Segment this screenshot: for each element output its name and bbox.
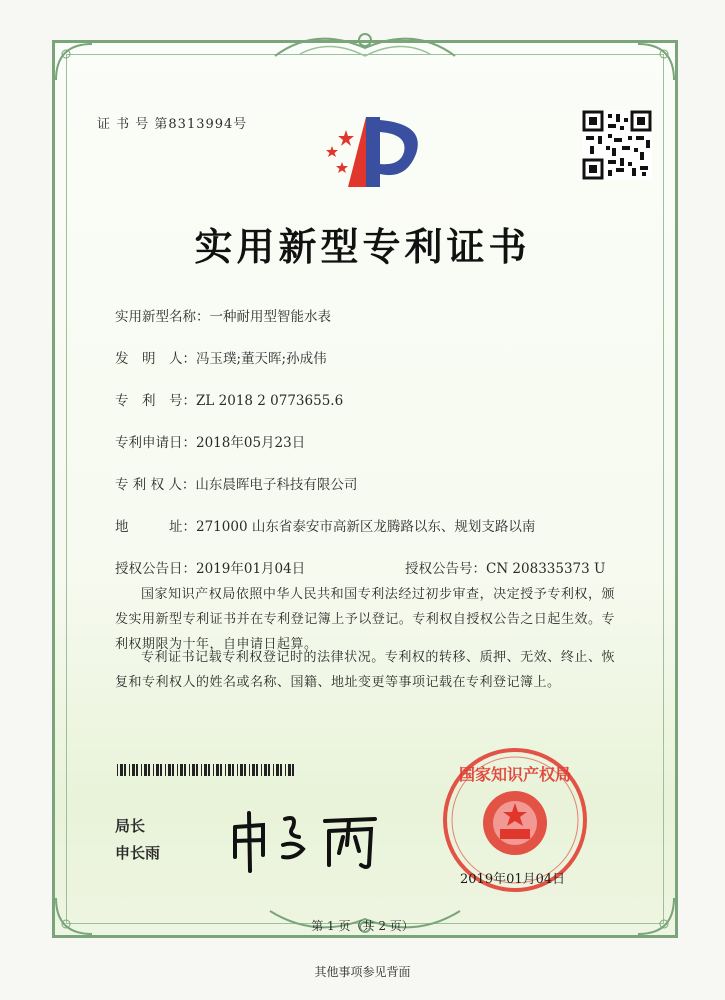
field-value: CN 208335373 U (486, 561, 606, 577)
issue-date: 2019年01月04日 (460, 872, 566, 887)
field-address (115, 515, 535, 535)
field-value: 山东晨晖电子科技有限公司 (195, 477, 358, 493)
field-value: 冯玉璞;董天晖;孙成伟 (196, 351, 327, 367)
certificate-title: 实用新型专利证书 (194, 225, 531, 269)
field-value: 2018年05月23日 (196, 435, 306, 451)
certificate-number: 证 书 号 第8313994号 (97, 117, 248, 132)
field-label: 专 利 权 人： (115, 477, 196, 493)
director-title: 局长 (115, 817, 146, 835)
field-grant-date (115, 557, 305, 577)
field-value: 一种耐用型智能水表 (209, 309, 331, 325)
field-value: 2019年01月04日 (196, 561, 306, 577)
field-label: 专 利 号： (115, 393, 196, 409)
corner-ornament (54, 42, 94, 82)
field-label: 授权公告号： (405, 561, 486, 577)
director-name: 申长雨 (115, 844, 161, 862)
field-inventor (115, 347, 327, 367)
seal-text: 国家知识产权局 (458, 765, 572, 784)
field-label: 实用新型名称： (115, 309, 210, 325)
field-value: 271000 山东省泰安市高新区龙腾路以东、规划支路以南 (196, 519, 536, 535)
page-indicator: 第 1 页（共 2 页） (311, 919, 414, 933)
corner-ornament (636, 42, 676, 82)
field-application-date (115, 431, 305, 451)
field-patent-number (115, 389, 343, 409)
top-ornament (270, 26, 460, 66)
field-utility-model-name (115, 305, 331, 325)
back-note: 其他事项参见背面 (314, 965, 411, 979)
grant-statement-paragraph: 国家知识产权局依照中华人民共和国专利法经过初步审查，决定授予专利权，颁发实用新型专利证书并在专利登记簿上予以登记。专利权自授权公告之日起生效。专利权期限为十年，自申请日起算。 (115, 587, 615, 652)
field-label: 专利申请日： (115, 435, 196, 451)
field-label: 授权公告日： (115, 561, 196, 577)
qr-code (582, 110, 652, 180)
field-patentee (115, 473, 357, 493)
barcode (117, 764, 297, 776)
cnipa-logo-icon (318, 112, 428, 192)
field-grant-number (405, 557, 605, 577)
director-signature (225, 805, 385, 875)
field-label: 发 明 人： (115, 351, 196, 367)
field-label: 地 址： (115, 519, 196, 535)
field-value: ZL 2018 2 0773655.6 (196, 393, 344, 409)
legal-status-paragraph: 专利证书记载专利权登记时的法律状况。专利权的转移、质押、无效、终止、恢复和专利权人的姓名或名称、国籍、地址变更等事项记载在专利登记簿上。 (115, 650, 615, 690)
